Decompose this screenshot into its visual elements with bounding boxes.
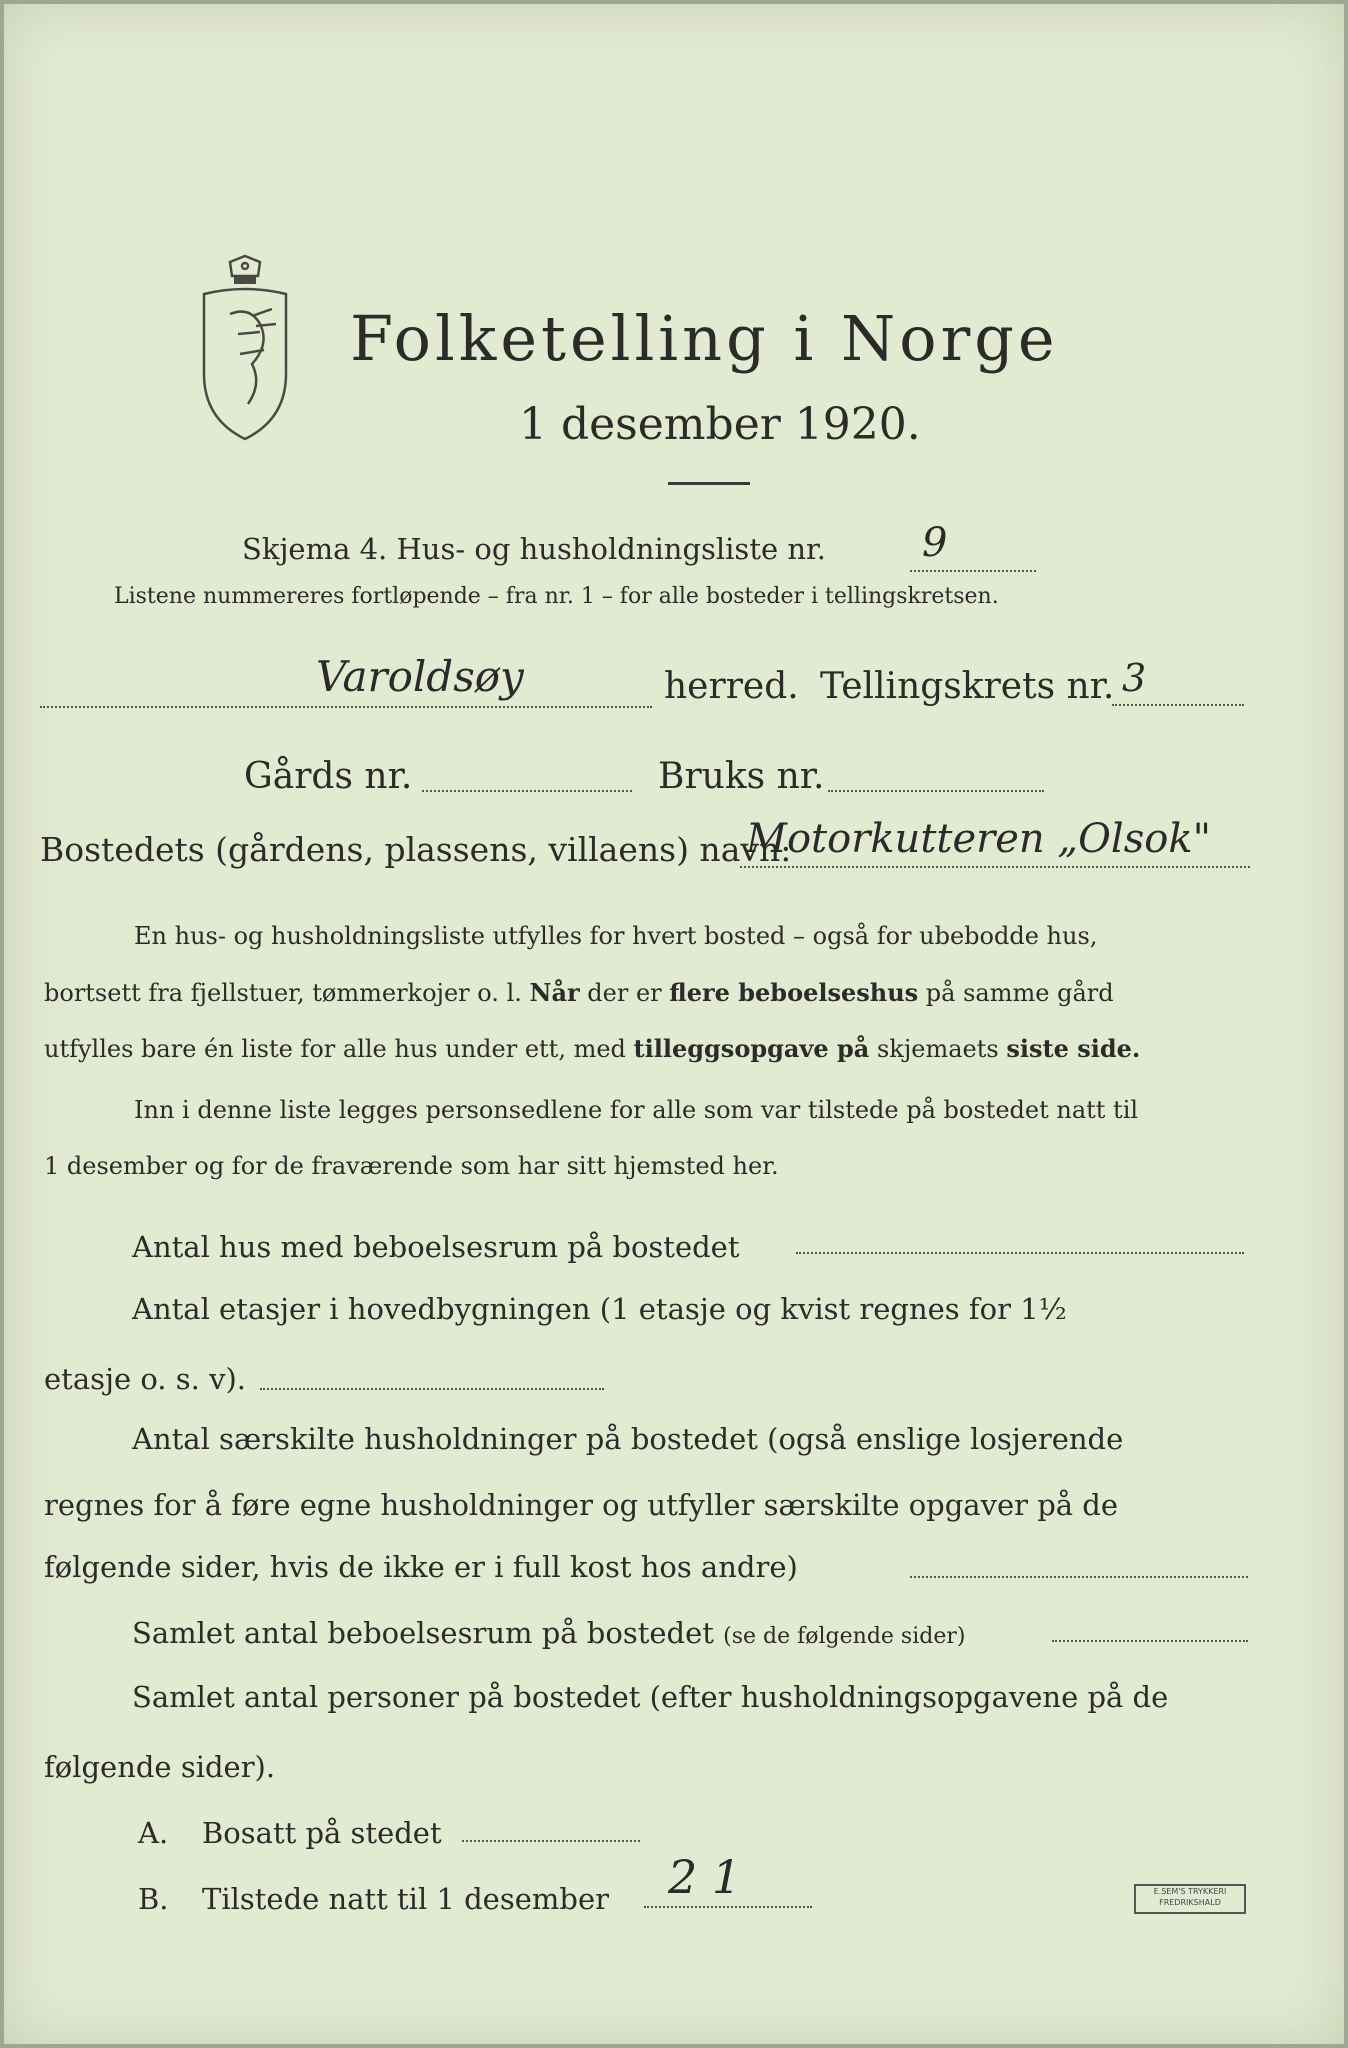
schema-label: Skjema 4. Hus- og husholdningsliste nr. [242, 532, 826, 566]
question-a-letter: A. [138, 1816, 169, 1850]
document-title: Folketelling i Norge [350, 302, 1059, 375]
printer-stamp: E.SEM'S TRYKKERI FREDRIKSHALD [1134, 1884, 1246, 1914]
question-persons-line2: følgende sider). [44, 1750, 276, 1784]
bosted-value: Motorkutteren „Olsok" [746, 816, 1211, 862]
schema-number-value: 9 [922, 520, 948, 566]
gards-field[interactable] [422, 790, 632, 792]
houses-field[interactable] [796, 1252, 1244, 1254]
herred-field[interactable] [40, 706, 652, 708]
gards-label: Gårds nr. [244, 756, 413, 797]
census-date: 1 desember 1920. [519, 399, 921, 450]
question-present: Tilstede natt til 1 desember [202, 1882, 609, 1916]
floors-field[interactable] [260, 1388, 604, 1390]
bosted-label: Bostedets (gårdens, plassens, villaens) navn: [40, 830, 792, 869]
question-rooms: Samlet antal beboelsesrum på bostedet (se de følgende sider) [132, 1616, 966, 1650]
title-divider [668, 482, 750, 485]
question-resident: Bosatt på stedet [202, 1816, 442, 1850]
question-households-line2: regnes for å føre egne husholdninger og utfyller særskilte opgaver på de [44, 1488, 1119, 1522]
herred-label: herred. [664, 666, 799, 707]
question-households-line3: følgende sider, hvis de ikke er i full kost hos andre) [44, 1550, 798, 1584]
present-field[interactable] [644, 1906, 812, 1908]
instruction-line-5: 1 desember og for de fraværende som har sitt hjemsted her. [44, 1152, 779, 1180]
rooms-field[interactable] [1052, 1640, 1248, 1642]
resident-field[interactable] [462, 1840, 640, 1842]
question-b-letter: B. [138, 1882, 169, 1916]
instruction-line-3: utfylles bare én liste for alle hus under ett, med tilleggsopgave på skjemaets siste side. [44, 1034, 1141, 1063]
question-households-line1: Antal særskilte husholdninger på bostedet (også enslige losjerende [132, 1422, 1124, 1456]
census-form-page [4, 4, 1344, 2044]
present-value: 2 1 [668, 1850, 742, 1904]
tellingskrets-value: 3 [1122, 656, 1147, 700]
instruction-line-1: En hus- og husholdningsliste utfylles for hvert bosted – også for ubebodde hus, [134, 922, 1098, 950]
bosted-field[interactable] [740, 866, 1250, 868]
tellingskrets-label: Tellingskrets nr. [820, 666, 1115, 707]
bruks-field[interactable] [828, 790, 1044, 792]
tellingskrets-field[interactable] [1112, 704, 1244, 706]
instruction-line-4: Inn i denne liste legges personsedlene for alle som var tilstede på bostedet natt til [134, 1096, 1139, 1124]
numbering-note: Listene nummereres fortløpende – fra nr. 1 – for alle bosteder i tellingskretsen. [114, 584, 999, 609]
schema-number-field[interactable] [910, 570, 1036, 572]
households-field[interactable] [910, 1576, 1248, 1578]
herred-value: Varoldsøy [316, 652, 524, 701]
question-floors-line2: etasje o. s. v). [44, 1362, 246, 1396]
instruction-line-2: bortsett fra fjellstuer, tømmerkojer o. l. Når der er flere beboelseshus på samme gård [44, 978, 1114, 1007]
coat-of-arms-icon [190, 254, 300, 444]
question-houses: Antal hus med beboelsesrum på bostedet [132, 1230, 740, 1264]
bruks-label: Bruks nr. [658, 756, 825, 797]
question-floors-line1: Antal etasjer i hovedbygningen (1 etasje og kvist regnes for 1½ [132, 1292, 1067, 1326]
question-persons-line1: Samlet antal personer på bostedet (efter husholdningsopgavene på de [132, 1680, 1169, 1714]
